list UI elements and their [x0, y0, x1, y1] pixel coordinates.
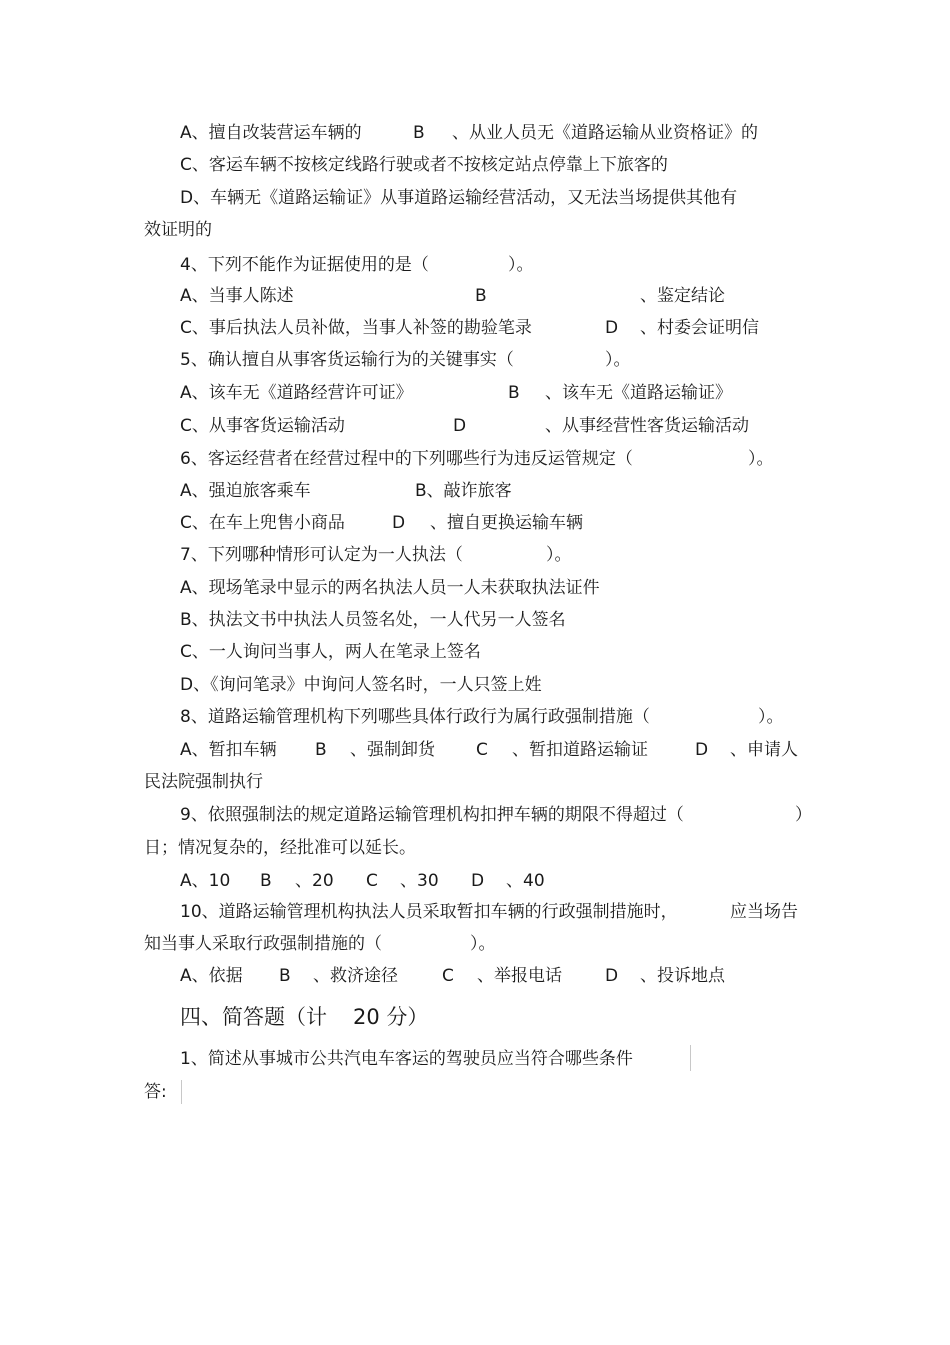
text-line: [0, 150, 950, 180]
text-segment: D: [695, 740, 709, 760]
text-segment: B、敲诈旅客: [415, 481, 512, 501]
text-segment: B: [413, 123, 425, 143]
text-line: [0, 833, 950, 863]
answer-box-border: [690, 1045, 691, 1071]
text-segment: B: [508, 383, 520, 403]
text-line: [0, 735, 950, 765]
text-segment: C、从事客货运输活动: [180, 416, 345, 436]
text-line: [0, 476, 950, 506]
text-segment: B、执法文书中执法人员签名处，一人代另一人签名: [180, 610, 566, 630]
answer-box-border: [181, 1080, 182, 1104]
text-segment: C: [476, 740, 488, 760]
text-segment: A、当事人陈述: [180, 286, 294, 306]
text-line: [0, 800, 950, 830]
text-segment: B: [279, 966, 291, 986]
text-line: [0, 637, 950, 667]
text-segment: D、《询问笔录》中询问人签名时，一人只签上姓: [180, 675, 542, 695]
text-segment: 、村委会证明信: [640, 318, 759, 338]
text-line: [0, 183, 950, 213]
text-segment: A、10: [180, 871, 231, 891]
text-segment: 、从事经营性客货运输活动: [545, 416, 749, 436]
text-line: [0, 250, 950, 280]
text-segment: ）。: [546, 545, 572, 565]
text-line: [0, 670, 950, 700]
text-line: [0, 345, 950, 375]
text-segment: 、从业人员无《道路运输从业资格证》的: [452, 123, 758, 143]
text-line: [0, 929, 950, 959]
text-segment: A、依据: [180, 966, 243, 986]
text-segment: D、车辆无《道路运输证》从事道路运输经营活动，又无法当场提供其他有: [180, 188, 738, 208]
text-line: [0, 508, 950, 538]
text-segment: C: [442, 966, 454, 986]
text-segment: 4、下列不能作为证据使用的是（: [180, 255, 429, 275]
text-line: [0, 767, 950, 797]
text-segment: 、40: [506, 871, 545, 891]
text-segment: ）。: [748, 449, 774, 469]
text-segment: A、强迫旅客乘车: [180, 481, 311, 501]
text-segment: 、擅自更换运输车辆: [430, 513, 583, 533]
text-segment: C、客运车辆不按核定线路行驶或者不按核定站点停靠上下旅客的: [180, 155, 668, 175]
text-segment: 、救济途径: [313, 966, 398, 986]
text-segment: 、申请人: [730, 740, 798, 760]
text-line: [0, 605, 950, 635]
text-segment: 9、依照强制法的规定道路运输管理机构扣押车辆的期限不得超过（: [180, 805, 684, 825]
text-line: [0, 1044, 950, 1074]
text-segment: ）。: [470, 934, 496, 954]
text-segment: ）。: [508, 255, 534, 275]
text-segment: 、30: [400, 871, 439, 891]
text-segment: 、鉴定结论: [640, 286, 725, 306]
text-segment: ）: [795, 805, 812, 825]
text-segment: B: [475, 286, 487, 306]
text-line: [0, 215, 950, 245]
text-segment: D: [392, 513, 406, 533]
text-segment: 7、下列哪种情形可认定为一人执法（: [180, 545, 463, 565]
text-segment: ）。: [605, 350, 631, 370]
text-line: [0, 281, 950, 311]
text-line: [0, 866, 950, 896]
text-segment: C: [366, 871, 378, 891]
text-segment: D: [453, 416, 467, 436]
text-segment: D: [605, 966, 619, 986]
text-segment: 、该车无《道路运输证》: [545, 383, 732, 403]
text-segment: B: [315, 740, 327, 760]
text-segment: 民法院强制执行: [144, 772, 263, 792]
text-line: [0, 702, 950, 732]
text-segment: B: [260, 871, 272, 891]
text-line: [0, 961, 950, 991]
text-segment: 、强制卸货: [350, 740, 435, 760]
text-segment: 8、道路运输管理机构下列哪些具体行政行为属行政强制措施（: [180, 707, 650, 727]
text-segment: 知当事人采取行政强制措施的（: [144, 934, 382, 954]
text-segment: 20 分）: [353, 1005, 429, 1029]
text-line: [0, 411, 950, 441]
text-segment: A、该车无《道路经营许可证》: [180, 383, 413, 403]
text-segment: D: [471, 871, 485, 891]
text-segment: D: [605, 318, 619, 338]
text-segment: 5、确认擅自从事客货运输行为的关键事实（: [180, 350, 514, 370]
text-segment: A、现场笔录中显示的两名执法人员一人未获取执法证件: [180, 578, 600, 598]
text-segment: C、事后执法人员补做，当事人补签的勘验笔录: [180, 318, 532, 338]
text-line: [0, 378, 950, 408]
text-segment: 效证明的: [144, 220, 212, 240]
text-segment: 1、简述从事城市公共汽电车客运的驾驶员应当符合哪些条件: [180, 1049, 633, 1069]
text-segment: 应当场告: [730, 902, 798, 922]
text-segment: A、暂扣车辆: [180, 740, 277, 760]
text-segment: 10、道路运输管理机构执法人员采取暂扣车辆的行政强制措施时，: [180, 902, 678, 922]
text-segment: 四、简答题（计: [180, 1005, 327, 1029]
section-heading: [0, 1002, 950, 1032]
text-line: [0, 444, 950, 474]
text-segment: 、举报电话: [477, 966, 562, 986]
text-line: [0, 897, 950, 927]
text-segment: 答:: [144, 1082, 167, 1102]
text-line: [0, 573, 950, 603]
text-segment: 、20: [295, 871, 334, 891]
text-line: [0, 540, 950, 570]
text-segment: 、投诉地点: [640, 966, 725, 986]
text-segment: 日；情况复杂的，经批准可以延长。: [144, 838, 416, 858]
text-line: [0, 118, 950, 148]
text-segment: 6、客运经营者在经营过程中的下列哪些行为违反运管规定（: [180, 449, 633, 469]
text-line: [0, 313, 950, 343]
text-line: [0, 1077, 950, 1107]
text-segment: ）。: [758, 707, 784, 727]
text-segment: A、擅自改装营运车辆的: [180, 123, 362, 143]
text-segment: C、在车上兜售小商品: [180, 513, 345, 533]
text-segment: 、暂扣道路运输证: [512, 740, 648, 760]
text-segment: C、一人询问当事人，两人在笔录上签名: [180, 642, 481, 662]
